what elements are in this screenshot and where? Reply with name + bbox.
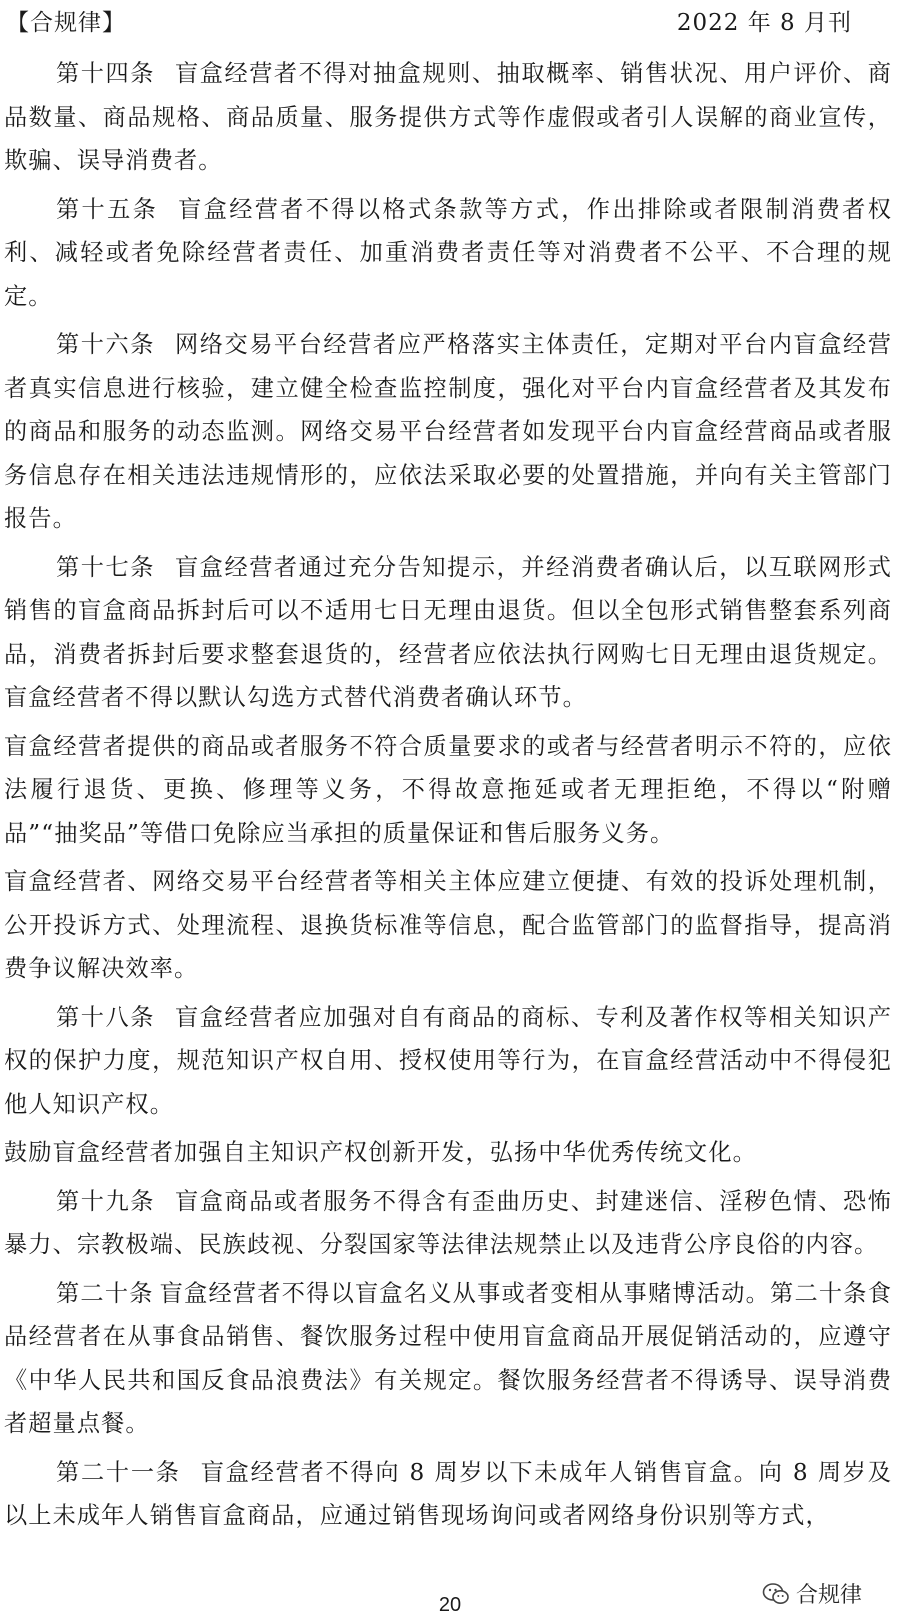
article-text: 盲盒经营者不得以格式条款等方式，作出排除或者限制消费者权利、减轻或者免除经营者责任、加重消费者责任等对消费者不公平、不合理的规定。 [4,195,892,310]
article-paragraph [4,323,892,541]
article-paragraph [4,996,892,1127]
journal-name: 【合规律】 [6,10,126,36]
article-body [4,52,892,1543]
article-paragraph [4,188,892,319]
page-footer [0,1580,900,1618]
article-paragraph [4,546,892,720]
article-paragraph [4,1272,892,1446]
article-number: 第二十一条 [56,1458,181,1486]
article-paragraph [4,52,892,183]
watermark-text: 合规律 [795,1583,862,1608]
article-paragraph [4,1180,892,1267]
article-text: 盲盒经营者不得对抽盒规则、抽取概率、销售状况、用户评价、商品数量、商品规格、商品质量、服务提供方式等作虚假或者引人误解的商业宣传，欺骗、误导消费者。 [4,60,892,174]
article-paragraph [4,860,892,991]
article-paragraph [4,1131,892,1175]
issue-date: 2022 年 8 月刊 [676,10,852,36]
article-number: 第十六条 [56,331,155,358]
article-text: 盲盒经营者提供的商品或者服务不符合质量要求的或者与经营者明示不符的，应依法履行退货、更换、修理等义务，不得故意拖延或者无理拒绝，不得以“附赠品”“抽奖品”等借口免除应当承担的质量保证和售后服务义务。 [4,732,892,847]
article-text: 盲盒经营者、网络交易平台经营者等相关主体应建立便捷、有效的投诉处理机制，公开投诉方式、处理流程、退换货标准等信息，配合监管部门的监督指导，提高消费争议解决效率。 [4,868,892,982]
article-text: 盲盒经营者不得向 8 周岁以下未成年人销售盲盒。向 8 周岁及以上未成年人销售盲盒商品，应通过销售现场询问或者网络身份识别等方式， [4,1458,893,1529]
wechat-watermark [762,1578,862,1609]
article-text: 盲盒经营者通过充分告知提示，并经消费者确认后，以互联网形式销售的盲盒商品拆封后可以不适用七日无理由退货。但以全包形式销售整套系列商品，消费者拆封后要求整套退货的，经营者应依法执行网购七日无理由退货规定。盲盒经营者不得以默认勾选方式替代消费者确认环节。 [4,553,892,711]
article-number: 第十七条 [56,553,155,581]
article-paragraph [4,725,892,856]
article-text: 网络交易平台经营者应严格落实主体责任，定期对平台内盲盒经营者真实信息进行核验，建立健全检查监控制度，强化对平台内盲盒经营者及其发布的商品和服务的动态监测。网络交易平台经营者如发现平台内盲盒经营商品或者服务信息存在相关违法违规情形的，应依法采取必要的处置措施，并向有关主管部门报告。 [4,331,892,532]
article-paragraph [4,1451,892,1538]
article-text: 盲盒经营者应加强对自有商品的商标、专利及著作权等相关知识产权的保护力度，规范知识产权自用、授权使用等行为，在盲盒经营活动中不得侵犯他人知识产权。 [4,1003,892,1118]
article-number: 第十四条 [56,60,155,87]
article-number: 第十九条 [56,1187,155,1215]
article-text: 鼓励盲盒经营者加强自主知识产权创新开发，弘扬中华优秀传统文化。 [4,1139,757,1166]
page-number: 20 [438,1594,462,1616]
article-text: 盲盒商品或者服务不得含有歪曲历史、封建迷信、淫秽色情、恐怖暴力、宗教极端、民族歧视、分裂国家等法律法规禁止以及违背公序良俗的内容。 [4,1187,892,1258]
wechat-icon [762,1582,790,1606]
article-number: 第十五条 [56,195,159,223]
article-number: 第十八条 [56,1003,155,1031]
article-text: 盲盒经营者不得以盲盒名义从事或者变相从事赌博活动。第二十条食品经营者在从事食品销售、餐饮服务过程中使用盲盒商品开展促销活动的，应遵守《中华人民共和国反食品浪费法》有关规定。餐饮服务经营者不得诱导、误导消费者超量点餐。 [4,1279,893,1437]
page-header [0,0,900,40]
article-number: 第二十条 [56,1279,154,1307]
